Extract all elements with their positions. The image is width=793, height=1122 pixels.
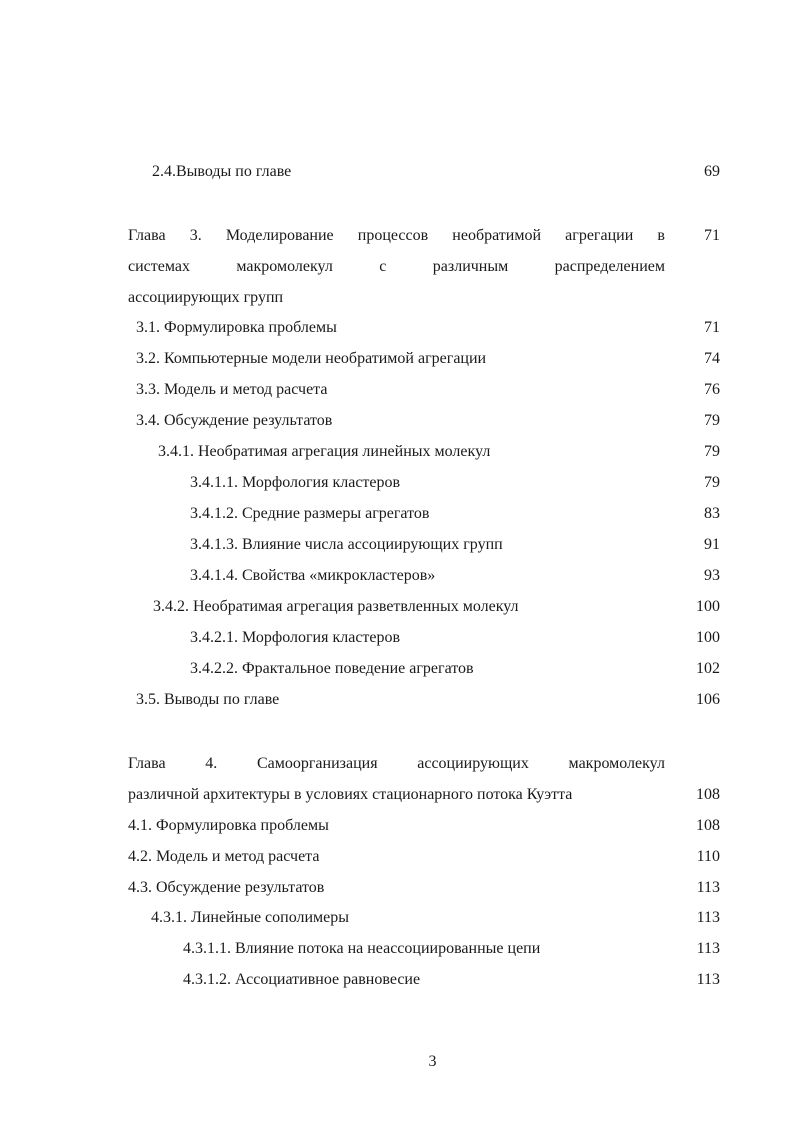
toc-entry-3-4-1-4: 3.4.1.4. Свойства «микрокластеров»	[190, 567, 436, 584]
toc-page-3-4-1-4: 93	[704, 567, 720, 584]
toc-page-3-1: 71	[704, 319, 720, 336]
toc-entry-4-3: 4.3. Обсуждение результатов	[128, 879, 325, 896]
toc-page-4-3-1: 113	[696, 909, 720, 926]
chapter-3-title-line-1: Глава 3. Моделирование процессов необратимой агрегации в	[128, 227, 665, 244]
toc-page-3-3: 76	[704, 381, 720, 398]
toc-entry-3-3: 3.3. Модель и метод расчета	[136, 381, 328, 398]
toc-entry-4-1: 4.1. Формулировка проблемы	[128, 817, 329, 834]
toc-page-4-1: 108	[696, 817, 720, 834]
toc-entry-3-4-1-1: 3.4.1.1. Морфология кластеров	[190, 474, 401, 491]
toc-entry-3-4-1: 3.4.1. Необратимая агрегация линейных молекул	[158, 443, 491, 460]
toc-page-3-4-2: 100	[696, 598, 720, 615]
toc-page-4-3-1-1: 113	[696, 940, 720, 957]
toc-entry-4-3-1-2: 4.3.1.2. Ассоциативное равновесие	[183, 971, 421, 988]
toc-entry-4-3-1: 4.3.1. Линейные сополимеры	[151, 909, 350, 926]
toc-page-3-4: 79	[704, 412, 720, 429]
toc-page-3-5: 106	[696, 691, 720, 708]
chapter-4-title-line-1: Глава 4. Самоорганизация ассоциирующих макромолекул	[128, 755, 665, 772]
toc-page-3-4-1-2: 83	[704, 505, 720, 522]
toc-page-4-3: 113	[696, 879, 720, 896]
chapter-3-title-line-2: системах макромолекул с различным распределением	[128, 258, 665, 275]
toc-page-3-4-1-1: 79	[704, 474, 720, 491]
toc-entry-4-3-1-1: 4.3.1.1. Влияние потока на неассоциированные цепи	[183, 940, 541, 957]
toc-page-3-4-2-1: 100	[696, 629, 720, 646]
toc-entry-3-4-2: 3.4.2. Необратимая агрегация разветвленных молекул	[153, 598, 519, 615]
toc-entry-2-4: 2.4.Выводы по главе	[152, 163, 292, 180]
page-number: 3	[428, 1053, 437, 1070]
toc-entry-3-1: 3.1. Формулировка проблемы	[136, 319, 337, 336]
toc-page-chapter-3: 71	[704, 227, 720, 244]
toc-page-3-2: 74	[704, 350, 720, 367]
toc-entry-3-4-2-1: 3.4.2.1. Морфология кластеров	[190, 629, 401, 646]
toc-page-chapter-4: 108	[696, 786, 720, 803]
toc-page-2-4: 69	[704, 163, 720, 180]
chapter-3-title-line-3: ассоциирующих групп	[128, 289, 284, 306]
toc-entry-3-4: 3.4. Обсуждение результатов	[136, 412, 333, 429]
toc-page-3-4-1-3: 91	[704, 536, 720, 553]
toc-page-4-3-1-2: 113	[696, 971, 720, 988]
toc-entry-3-4-2-2: 3.4.2.2. Фрактальное поведение агрегатов	[190, 660, 474, 677]
toc-entry-4-2: 4.2. Модель и метод расчета	[128, 848, 320, 865]
toc-entry-3-5: 3.5. Выводы по главе	[136, 691, 280, 708]
toc-entry-3-2: 3.2. Компьютерные модели необратимой агрегации	[136, 350, 487, 367]
toc-entry-3-4-1-2: 3.4.1.2. Средние размеры агрегатов	[190, 505, 430, 522]
toc-page-3-4-2-2: 102	[696, 660, 720, 677]
toc-page-4-2: 110	[696, 848, 720, 865]
chapter-4-title-line-2: различной архитектуры в условиях стационарного потока Куэтта	[128, 786, 573, 803]
toc-page-3-4-1: 79	[704, 443, 720, 460]
toc-entry-3-4-1-3: 3.4.1.3. Влияние числа ассоциирующих групп	[190, 536, 503, 553]
